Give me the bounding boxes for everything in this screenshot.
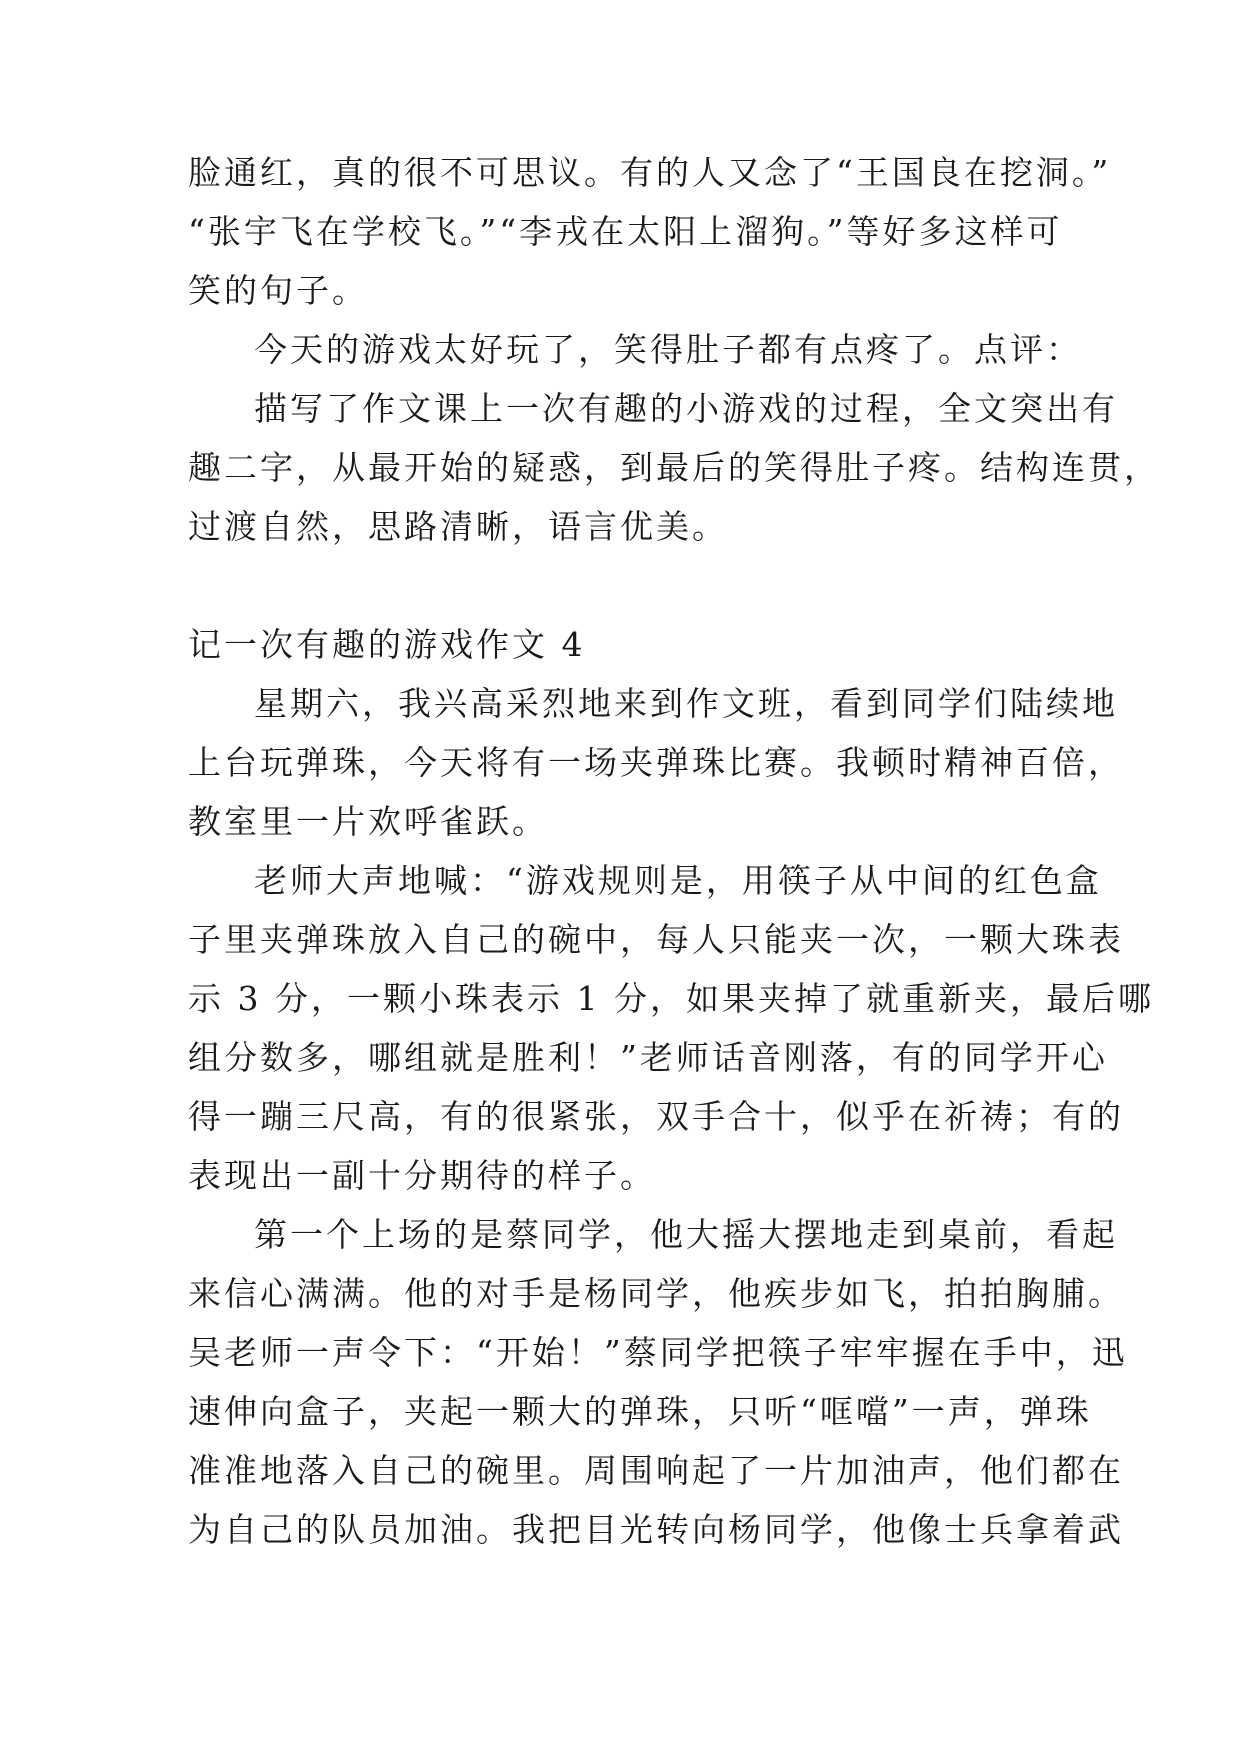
text-line: 示 3 分，一颗小珠表示 1 分，如果夹掉了就重新夹，最后哪 <box>188 979 1154 1018</box>
text-line: 趣二字，从最开始的疑惑，到最后的笑得肚子疼。结构连贯， <box>188 448 1160 487</box>
text-line: 表现出一副十分期待的样子。 <box>188 1156 656 1195</box>
text-line: 描写了作文课上一次有趣的小游戏的过程，全文突出有 <box>254 389 1118 428</box>
text-line: 星期六，我兴高采烈地来到作文班，看到同学们陆续地 <box>254 684 1118 723</box>
text-line: 笑的句子。 <box>188 271 368 310</box>
text-line: “张宇飞在学校飞。”“李戎在太阳上溜狗。”等好多这样可 <box>188 212 1063 251</box>
text-line: 组分数多，哪组就是胜利！”老师话音刚落，有的同学开心 <box>188 1038 1108 1077</box>
text-line: 准准地落入自己的碗里。周围响起了一片加油声，他们都在 <box>188 1451 1124 1490</box>
text-line: 吴老师一声令下：“开始！”蔡同学把筷子牢牢握在手中，迅 <box>188 1333 1128 1372</box>
text-line: 第一个上场的是蔡同学，他大摇大摆地走到桌前，看起 <box>254 1215 1118 1254</box>
text-line: 得一蹦三尺高，有的很紧张，双手合十，似乎在祈祷；有的 <box>188 1097 1124 1136</box>
text-line: 速伸向盒子，夹起一颗大的弹珠，只听“哐噹”一声，弹珠 <box>188 1392 1092 1431</box>
text-line: 来信心满满。他的对手是杨同学，他疾步如飞，拍拍胸脯。 <box>188 1274 1124 1313</box>
text-line: 今天的游戏太好玩了，笑得肚子都有点疼了。点评： <box>254 330 1082 369</box>
text-line: 为自己的队员加油。我把目光转向杨同学，他像士兵拿着武 <box>188 1510 1124 1549</box>
text-line: 老师大声地喊：“游戏规则是，用筷子从中间的红色盒 <box>254 861 1102 900</box>
text-line: 子里夹弹珠放入自己的碗中，每人只能夹一次，一颗大珠表 <box>188 920 1124 959</box>
text-line: 上台玩弹珠，今天将有一场夹弹珠比赛。我顿时精神百倍， <box>188 743 1124 782</box>
text-line: 脸通红，真的很不可思议。有的人又念了“王国良在挖洞。” <box>188 153 1112 192</box>
section-title: 记一次有趣的游戏作文 4 <box>188 625 586 664</box>
text-line: 过渡自然，思路清晰，语言优美。 <box>188 507 728 546</box>
document-body <box>188 143 1160 1559</box>
text-line: 教室里一片欢呼雀跃。 <box>188 802 548 841</box>
paragraph-gap <box>188 556 1088 615</box>
